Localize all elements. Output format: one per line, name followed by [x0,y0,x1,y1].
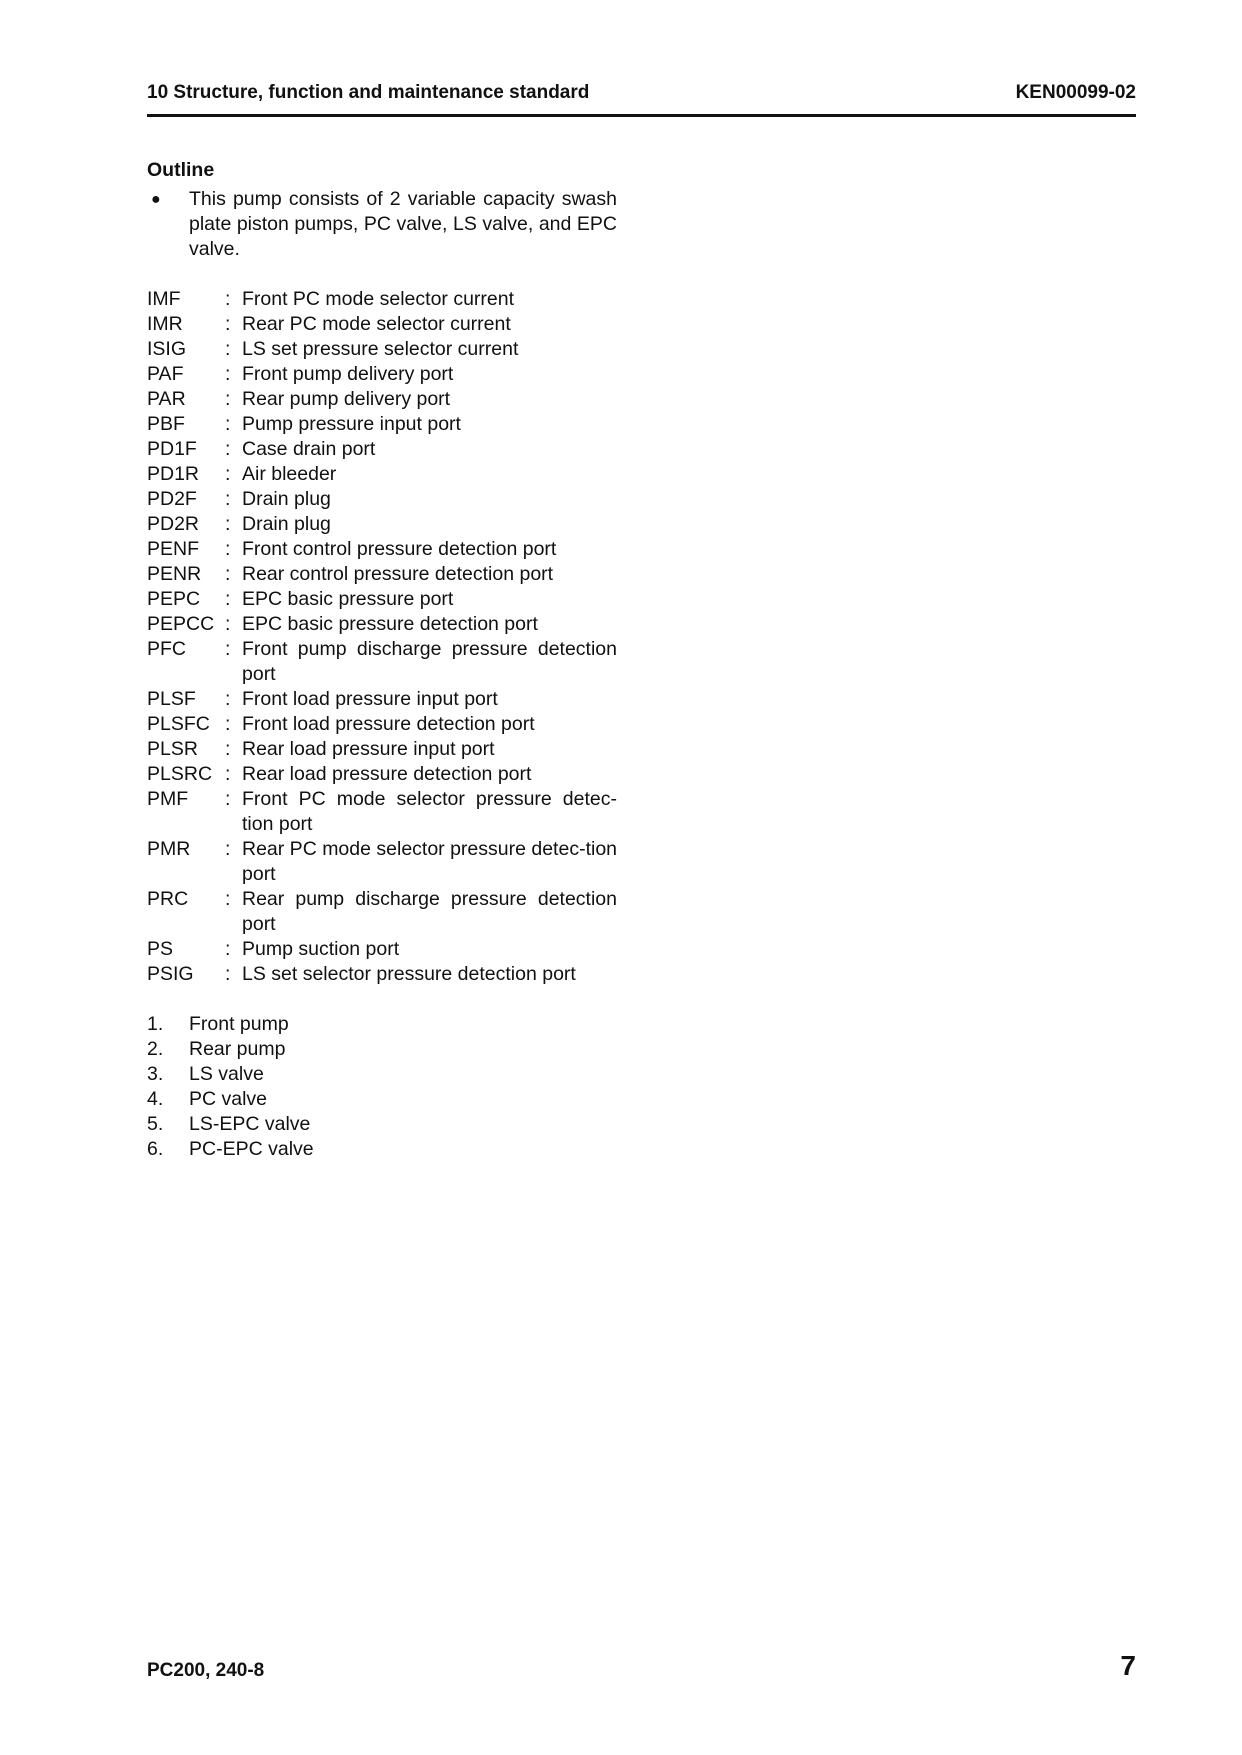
legend-description: Pump suction port [242,938,400,960]
legend-description: Front load pressure detection port [242,713,535,735]
machine-model: PC200, 240-8 [147,1660,265,1681]
legend-description: Pump pressure input port [242,413,461,435]
legend-code: PD1R [147,463,200,485]
legend-description: Case drain port [242,438,376,460]
legend-code: PFC [147,638,186,660]
part-number: 6. [147,1138,164,1160]
legend-colon: : [225,713,231,735]
legend-description: Front pump discharge pressure detection port [242,638,617,685]
legend-row [147,887,617,937]
legend-row [147,387,617,412]
legend-colon: : [225,838,231,860]
legend-code: PEPC [147,588,201,610]
legend-description: Rear load pressure detection port [242,763,532,785]
part-label: PC-EPC valve [189,1138,314,1160]
legend-row [147,337,617,362]
legend-code: PAR [147,388,186,410]
legend-row [147,412,617,437]
part-number: 1. [147,1013,164,1035]
legend-colon: : [225,588,231,610]
part-label: Front pump [189,1013,289,1035]
legend-row [147,562,617,587]
legend-description: Rear pump discharge pressure detection port [242,888,617,935]
header-divider [147,114,1136,117]
legend-row [147,762,617,787]
legend-colon: : [225,388,231,410]
legend-code: PMR [147,838,191,860]
port-legend-list [147,287,617,987]
legend-colon: : [225,938,231,960]
part-item [147,1137,617,1162]
main-content [147,158,617,1162]
legend-row [147,687,617,712]
legend-code: IMR [147,313,183,335]
legend-code: PLSFC [147,713,210,735]
legend-code: PLSF [147,688,196,710]
legend-colon: : [225,563,231,585]
legend-code: PD2R [147,513,200,535]
outline-bullet [147,187,617,262]
legend-description: Rear PC mode selector pressure detec-tion port [242,838,618,885]
outline-heading: Outline [147,159,215,181]
legend-row [147,787,617,837]
legend-row [147,637,617,687]
legend-colon: : [225,463,231,485]
legend-code: PEPCC [147,613,215,635]
legend-row [147,462,617,487]
legend-description: EPC basic pressure detection port [242,613,538,635]
legend-row [147,312,617,337]
legend-code: PMF [147,788,189,810]
legend-description: LS set pressure selector current [242,338,519,360]
document-code: KEN00099-02 [1015,82,1136,103]
legend-colon: : [225,763,231,785]
part-item [147,1112,617,1137]
legend-colon: : [225,638,231,660]
legend-code: PRC [147,888,189,910]
part-item [147,1087,617,1112]
legend-row [147,837,617,887]
legend-colon: : [225,538,231,560]
part-label: PC valve [189,1088,268,1110]
legend-colon: : [225,288,231,310]
legend-description: Rear load pressure input port [242,738,495,760]
legend-description: Front PC mode selector current [242,288,515,310]
legend-description: LS set selector pressure detection port [242,963,576,985]
legend-colon: : [225,438,231,460]
part-number: 2. [147,1038,164,1060]
legend-description: Front PC mode selector pressure detec-tion port [242,788,617,835]
part-item [147,1037,617,1062]
legend-colon: : [225,888,231,910]
legend-description: Rear control pressure detection port [242,563,554,585]
legend-description: Rear pump delivery port [242,388,451,410]
legend-colon: : [225,363,231,385]
legend-code: PBF [147,413,185,435]
part-item [147,1062,617,1087]
part-label: LS valve [189,1063,264,1085]
legend-description: Drain plug [242,513,331,535]
legend-code: PENR [147,563,202,585]
legend-code: PD2F [147,488,197,510]
legend-description: Front pump delivery port [242,363,454,385]
parts-list [147,1012,617,1162]
legend-description: Front control pressure detection port [242,538,557,560]
legend-code: PD1F [147,438,197,460]
legend-description: EPC basic pressure port [242,588,454,610]
legend-code: PS [147,938,174,960]
page-header [147,82,1136,106]
legend-colon: : [225,338,231,360]
legend-code: PAF [147,363,184,385]
legend-colon: : [225,613,231,635]
legend-colon: : [225,963,231,985]
legend-colon: : [225,688,231,710]
legend-row [147,362,617,387]
legend-colon: : [225,788,231,810]
part-number: 4. [147,1088,164,1110]
legend-code: PLSRC [147,763,213,785]
bullet-dot-icon: ● [151,191,161,208]
legend-description: Air bleeder [242,463,337,485]
section-title-header: 10 Structure, function and maintenance standard [147,82,590,103]
legend-row [147,587,617,612]
legend-code: PLSR [147,738,198,760]
legend-code: PENF [147,538,200,560]
page-number: 7 [1120,1650,1136,1681]
legend-code: PSIG [147,963,194,985]
legend-description: Drain plug [242,488,331,510]
legend-code: ISIG [147,338,187,360]
legend-row [147,437,617,462]
legend-colon: : [225,313,231,335]
part-number: 5. [147,1113,164,1135]
legend-row [147,937,617,962]
outline-bullet-text: This pump consists of 2 variable capacity swash plate piston pumps, PC valve, LS valve, and EPC valve. [189,188,617,260]
legend-colon: : [225,513,231,535]
legend-row [147,537,617,562]
legend-code: IMF [147,288,181,310]
legend-row [147,487,617,512]
legend-row [147,962,617,987]
legend-row [147,612,617,637]
part-number: 3. [147,1063,164,1085]
legend-row [147,287,617,312]
part-label: LS-EPC valve [189,1113,311,1135]
legend-colon: : [225,738,231,760]
legend-row [147,737,617,762]
page-footer [147,1650,1136,1690]
legend-row [147,512,617,537]
part-label: Rear pump [189,1038,286,1060]
legend-description: Rear PC mode selector current [242,313,511,335]
legend-row [147,712,617,737]
legend-colon: : [225,413,231,435]
part-item [147,1012,617,1037]
legend-colon: : [225,488,231,510]
legend-description: Front load pressure input port [242,688,498,710]
